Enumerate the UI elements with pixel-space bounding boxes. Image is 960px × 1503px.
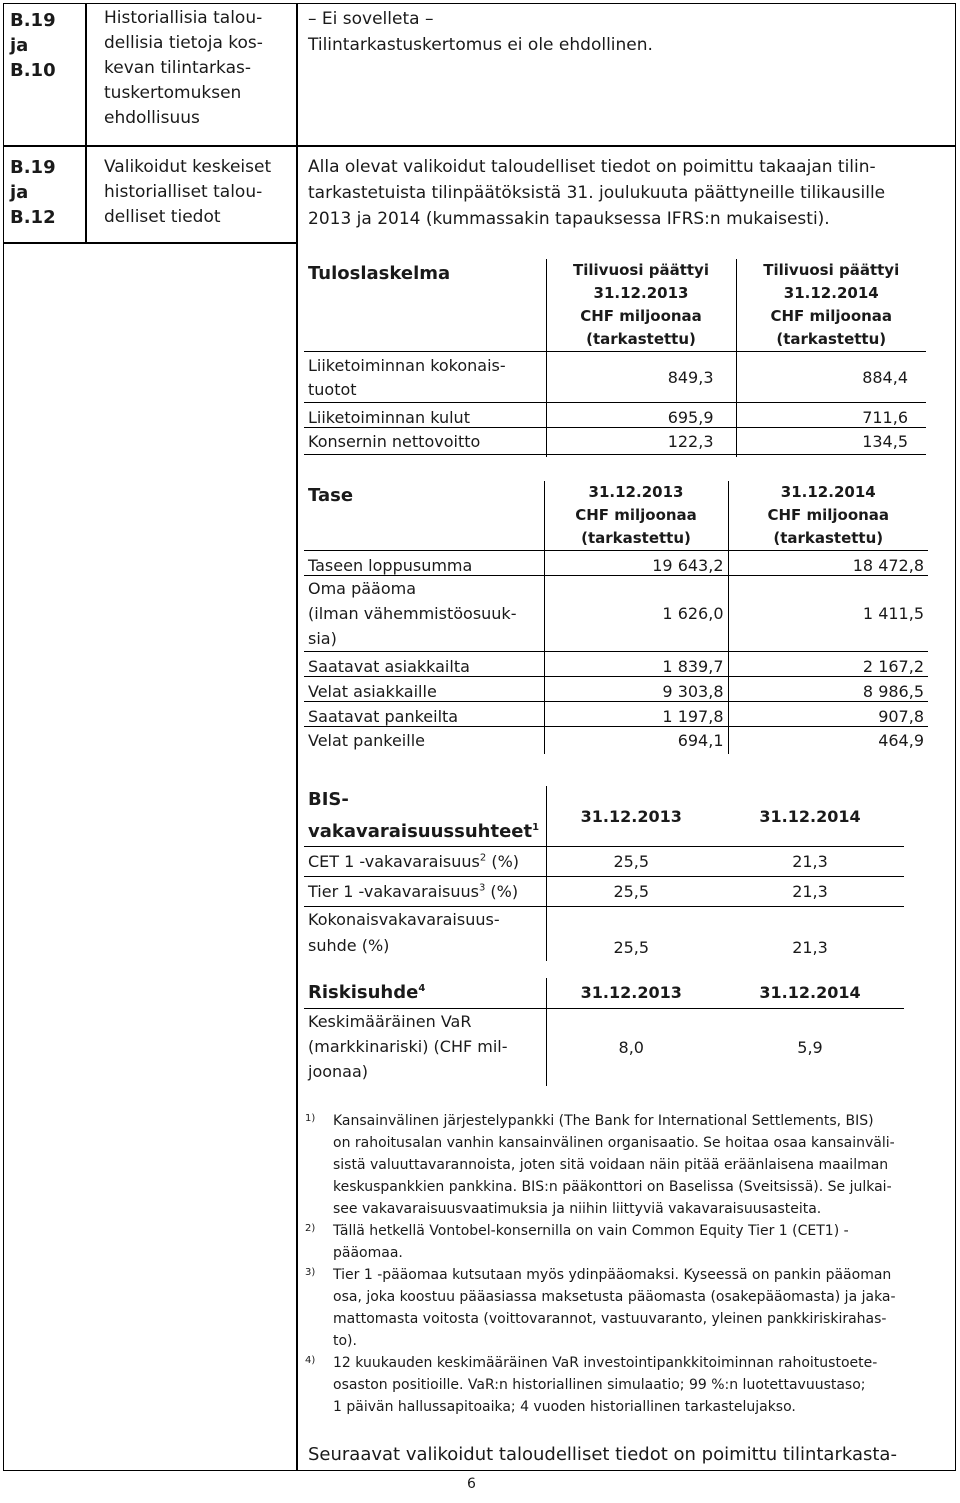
header-line: CHF miljoonaa bbox=[575, 506, 697, 524]
footnote-mark: 3) bbox=[305, 1267, 316, 1278]
table-row bbox=[304, 847, 904, 877]
code-line: B.10 bbox=[10, 60, 56, 81]
footnote-line: pääomaa. bbox=[333, 1245, 403, 1261]
label-line: Liiketoiminnan kokonais- bbox=[308, 356, 506, 375]
table-row bbox=[304, 877, 904, 907]
title-line: Valikoidut keskeiset bbox=[104, 157, 272, 177]
table-row bbox=[304, 352, 926, 403]
value-2014: 8 986,5 bbox=[728, 677, 928, 702]
title-line: dellisia tietoja kos- bbox=[104, 33, 263, 53]
table-row bbox=[304, 428, 926, 455]
footnote-line: keskuspankkien pankkina. BIS:n pääkonttori on Baselissa (Sveitsissä). Se julkai- bbox=[333, 1179, 892, 1195]
continuation-text: Seuraavat valikoidut taloudelliset tiedot on poimittu tilintarkasta- bbox=[308, 1444, 897, 1465]
footnote-line: 12 kuukauden keskimääräinen VaR investointipankkitoiminnan rahoitustoete- bbox=[333, 1355, 878, 1371]
row-end-divider bbox=[3, 242, 297, 244]
intro-line: Alla olevat valikoidut taloudelliset tiedot on poimittu takaajan tilin- bbox=[308, 157, 876, 177]
footnote-line: 1 päivän hallussapitoaika; 4 vuoden historiallinen tarkastelujakso. bbox=[333, 1399, 796, 1415]
title-line: Historiallisia talou- bbox=[104, 8, 263, 28]
label-text: CET 1 -vakavaraisuus bbox=[308, 852, 480, 871]
column-header-2014 bbox=[728, 481, 928, 551]
value-2014: 5,9 bbox=[716, 1008, 904, 1086]
label-line: Oma pääoma bbox=[308, 579, 417, 598]
table-header-row bbox=[304, 259, 926, 352]
row-label: Velat pankeille bbox=[304, 727, 544, 754]
table-row bbox=[304, 702, 928, 727]
label-line: sia) bbox=[308, 629, 337, 648]
footnote-line: Tällä hetkellä Vontobel-konsernilla on vain Common Equity Tier 1 (CET1) - bbox=[333, 1223, 849, 1239]
row-label: Velat asiakkaille bbox=[304, 677, 544, 702]
header-line: (tarkastettu) bbox=[581, 529, 691, 547]
table-row bbox=[304, 403, 926, 428]
table-header-row bbox=[304, 978, 904, 1008]
column-divider-2 bbox=[296, 3, 298, 1471]
footnote-line: osaston positioille. VaR:n historiallinen simulaatio; 99 %:n luotettavuustaso; bbox=[333, 1377, 866, 1393]
footnote-line: on rahoitusalan vanhin kansainvälinen organisaatio. Se hoitaa osaa kansainväli- bbox=[333, 1135, 895, 1151]
header-line: 31.12.2013 bbox=[593, 284, 689, 302]
label-line: tuotot bbox=[308, 380, 357, 399]
value-2014: 464,9 bbox=[728, 727, 928, 754]
column-header-2013 bbox=[544, 481, 728, 551]
table-title bbox=[304, 786, 546, 847]
label-suffix: (%) bbox=[485, 882, 519, 901]
footnote-line: osa, joka koostuu pääasiassa maksetusta pääomasta (osakepääomasta) ja jaka- bbox=[333, 1289, 896, 1305]
value-2013: 19 643,2 bbox=[544, 551, 728, 576]
row-label bbox=[304, 877, 546, 907]
value-2013: 9 303,8 bbox=[544, 677, 728, 702]
row-label: Taseen loppusumma bbox=[304, 551, 544, 576]
column-header-2014: 31.12.2014 bbox=[759, 983, 861, 1003]
row-divider bbox=[3, 145, 956, 147]
element-code-b10 bbox=[10, 8, 56, 83]
row1-content bbox=[308, 6, 653, 58]
footnote-ref: 4 bbox=[418, 983, 426, 995]
income-statement-table bbox=[304, 259, 926, 457]
code-line: B.19 bbox=[10, 157, 56, 178]
header-line: 31.12.2013 bbox=[588, 483, 684, 501]
label-line: suhde (%) bbox=[308, 936, 390, 955]
table-row bbox=[304, 907, 904, 962]
column-header-2014 bbox=[736, 259, 926, 352]
table-row bbox=[304, 1008, 904, 1086]
value-2014: 21,3 bbox=[716, 847, 904, 877]
header-line: (tarkastettu) bbox=[586, 330, 696, 348]
element-code-b12 bbox=[10, 155, 56, 230]
footnote-ref: 2 bbox=[479, 852, 487, 864]
header-line: 31.12.2014 bbox=[780, 483, 876, 501]
footnote-line: see vakavaraisuusvaatimuksia ja niihin liittyviä vakavaraisuusasteita. bbox=[333, 1201, 822, 1217]
column-divider-1 bbox=[85, 3, 87, 243]
footnote-line: Kansainvälinen järjestelypankki (The Bank for International Settlements, BIS) bbox=[333, 1113, 874, 1129]
element-title-b10 bbox=[104, 6, 263, 131]
row-label bbox=[304, 907, 546, 962]
value-2013: 122,3 bbox=[546, 428, 736, 455]
label-line: Kokonaisvakavaraisuus- bbox=[308, 910, 500, 929]
title-line: kevan tilintarkas- bbox=[104, 58, 251, 78]
label-line: joonaa) bbox=[308, 1061, 369, 1081]
value-2013: 25,5 bbox=[546, 877, 716, 907]
column-header-2014: 31.12.2014 bbox=[759, 806, 861, 826]
value-2014: 711,6 bbox=[736, 403, 926, 428]
title-line: delliset tiedot bbox=[104, 207, 221, 227]
value-2014: 21,3 bbox=[716, 907, 904, 962]
risk-ratio-table bbox=[304, 978, 904, 1086]
footnote-mark: 1) bbox=[305, 1113, 316, 1124]
footnote-mark: 4) bbox=[305, 1355, 316, 1366]
code-line: B.19 bbox=[10, 10, 56, 31]
footnote-ref: 1 bbox=[532, 822, 540, 833]
footnote-line: mattomasta voitosta (voittovarannot, vastuuvaranto, yleinen pankkiriskirahas- bbox=[333, 1311, 887, 1327]
header-line: CHF miljoonaa bbox=[770, 307, 893, 325]
value-2014: 21,3 bbox=[716, 877, 904, 907]
table-row bbox=[304, 576, 928, 652]
value-2014: 2 167,2 bbox=[728, 652, 928, 677]
page-number: 6 bbox=[467, 1476, 476, 1492]
label-text: Tier 1 -vakavaraisuus bbox=[308, 882, 479, 901]
row-label bbox=[304, 576, 544, 652]
value-2013: 8,0 bbox=[546, 1008, 716, 1086]
title-line: historialliset talou- bbox=[104, 182, 263, 202]
row-label bbox=[304, 352, 546, 403]
table-row bbox=[304, 551, 928, 576]
title-text: vakavaraisuussuhteet bbox=[308, 821, 533, 842]
footnote-line: sistä valuuttavarannoista, joten sitä voidaan näin pitää eräänlaisena maailman bbox=[333, 1157, 889, 1173]
value-2013: 694,1 bbox=[544, 727, 728, 754]
value-2013: 695,9 bbox=[546, 403, 736, 428]
table-row bbox=[304, 677, 928, 702]
header-line: CHF miljoonaa bbox=[767, 506, 890, 524]
not-applicable-text: – Ei sovelleta – bbox=[308, 9, 434, 29]
footnote-mark: 2) bbox=[305, 1223, 316, 1234]
title-line: tuskertomuksen bbox=[104, 83, 242, 103]
value-2014: 1 411,5 bbox=[728, 576, 928, 652]
audit-report-text: Tilintarkastuskertomus ei ole ehdollinen. bbox=[308, 35, 653, 55]
header-line: Tilivuosi päättyi bbox=[573, 261, 709, 279]
label-line: (markkinariski) (CHF mil- bbox=[308, 1036, 508, 1056]
label-line: Keskimääräinen VaR bbox=[308, 1011, 472, 1031]
label-suffix: (%) bbox=[486, 852, 520, 871]
row-label: Saatavat pankeilta bbox=[304, 702, 544, 727]
row-label bbox=[304, 847, 546, 877]
value-2013: 1 839,7 bbox=[544, 652, 728, 677]
value-2013: 849,3 bbox=[546, 352, 736, 403]
element-title-b12 bbox=[104, 155, 271, 230]
bis-capital-table bbox=[304, 786, 904, 961]
code-line: ja bbox=[10, 182, 29, 203]
value-2013: 25,5 bbox=[546, 907, 716, 962]
value-2014: 884,4 bbox=[736, 352, 926, 403]
footnote-2 bbox=[305, 1220, 945, 1264]
footnote-3 bbox=[305, 1264, 945, 1352]
footnotes bbox=[305, 1110, 945, 1418]
row-label: Saatavat asiakkailta bbox=[304, 652, 544, 677]
value-2013: 1 626,0 bbox=[544, 576, 728, 652]
header-line: 31.12.2014 bbox=[783, 284, 879, 302]
title-text: Riskisuhde bbox=[308, 982, 419, 1004]
code-line: B.12 bbox=[10, 207, 56, 228]
table-title: Tase bbox=[308, 485, 354, 506]
code-line: ja bbox=[10, 35, 29, 56]
table-header-row bbox=[304, 481, 928, 551]
table-title bbox=[304, 978, 546, 1008]
header-line: CHF miljoonaa bbox=[580, 307, 702, 325]
intro-paragraph bbox=[308, 154, 948, 232]
title-line: BIS- bbox=[308, 789, 349, 810]
table-title: Tuloslaskelma bbox=[308, 263, 451, 284]
value-2014: 134,5 bbox=[736, 428, 926, 455]
header-line: Tilivuosi päättyi bbox=[763, 261, 900, 279]
intro-line: 2013 ja 2014 (kummassakin tapauksessa IFRS:n mukaisesti). bbox=[308, 209, 830, 229]
balance-sheet-table bbox=[304, 481, 928, 754]
label-line: (ilman vähemmistöosuuk- bbox=[308, 604, 517, 623]
header-line: (tarkastettu) bbox=[776, 330, 887, 348]
value-2014: 18 472,8 bbox=[728, 551, 928, 576]
table-row bbox=[304, 727, 928, 754]
column-header-2013: 31.12.2013 bbox=[546, 978, 716, 1008]
footnote-ref: 3 bbox=[478, 882, 486, 894]
column-header-2013: 31.12.2013 bbox=[546, 786, 716, 847]
intro-line: tarkastetuista tilinpäätöksistä 31. joulukuuta päättyneille tilikausille bbox=[308, 183, 886, 203]
title-line bbox=[308, 814, 542, 846]
row-label bbox=[304, 1008, 546, 1086]
footnote-4 bbox=[305, 1352, 945, 1418]
value-2014: 907,8 bbox=[728, 702, 928, 727]
column-header-2013 bbox=[546, 259, 736, 352]
footnote-line: to). bbox=[333, 1333, 357, 1349]
value-2013: 25,5 bbox=[546, 847, 716, 877]
footnote-line: Tier 1 -pääomaa kutsutaan myös ydinpääomaksi. Kyseessä on pankin pääoman bbox=[333, 1267, 892, 1283]
header-line: (tarkastettu) bbox=[773, 529, 884, 547]
title-line: ehdollisuus bbox=[104, 108, 200, 128]
row-label: Liiketoiminnan kulut bbox=[304, 403, 546, 428]
row-label: Konsernin nettovoitto bbox=[304, 428, 546, 455]
table-row bbox=[304, 652, 928, 677]
footnote-1 bbox=[305, 1110, 945, 1220]
table-header-row bbox=[304, 786, 904, 847]
value-2013: 1 197,8 bbox=[544, 702, 728, 727]
